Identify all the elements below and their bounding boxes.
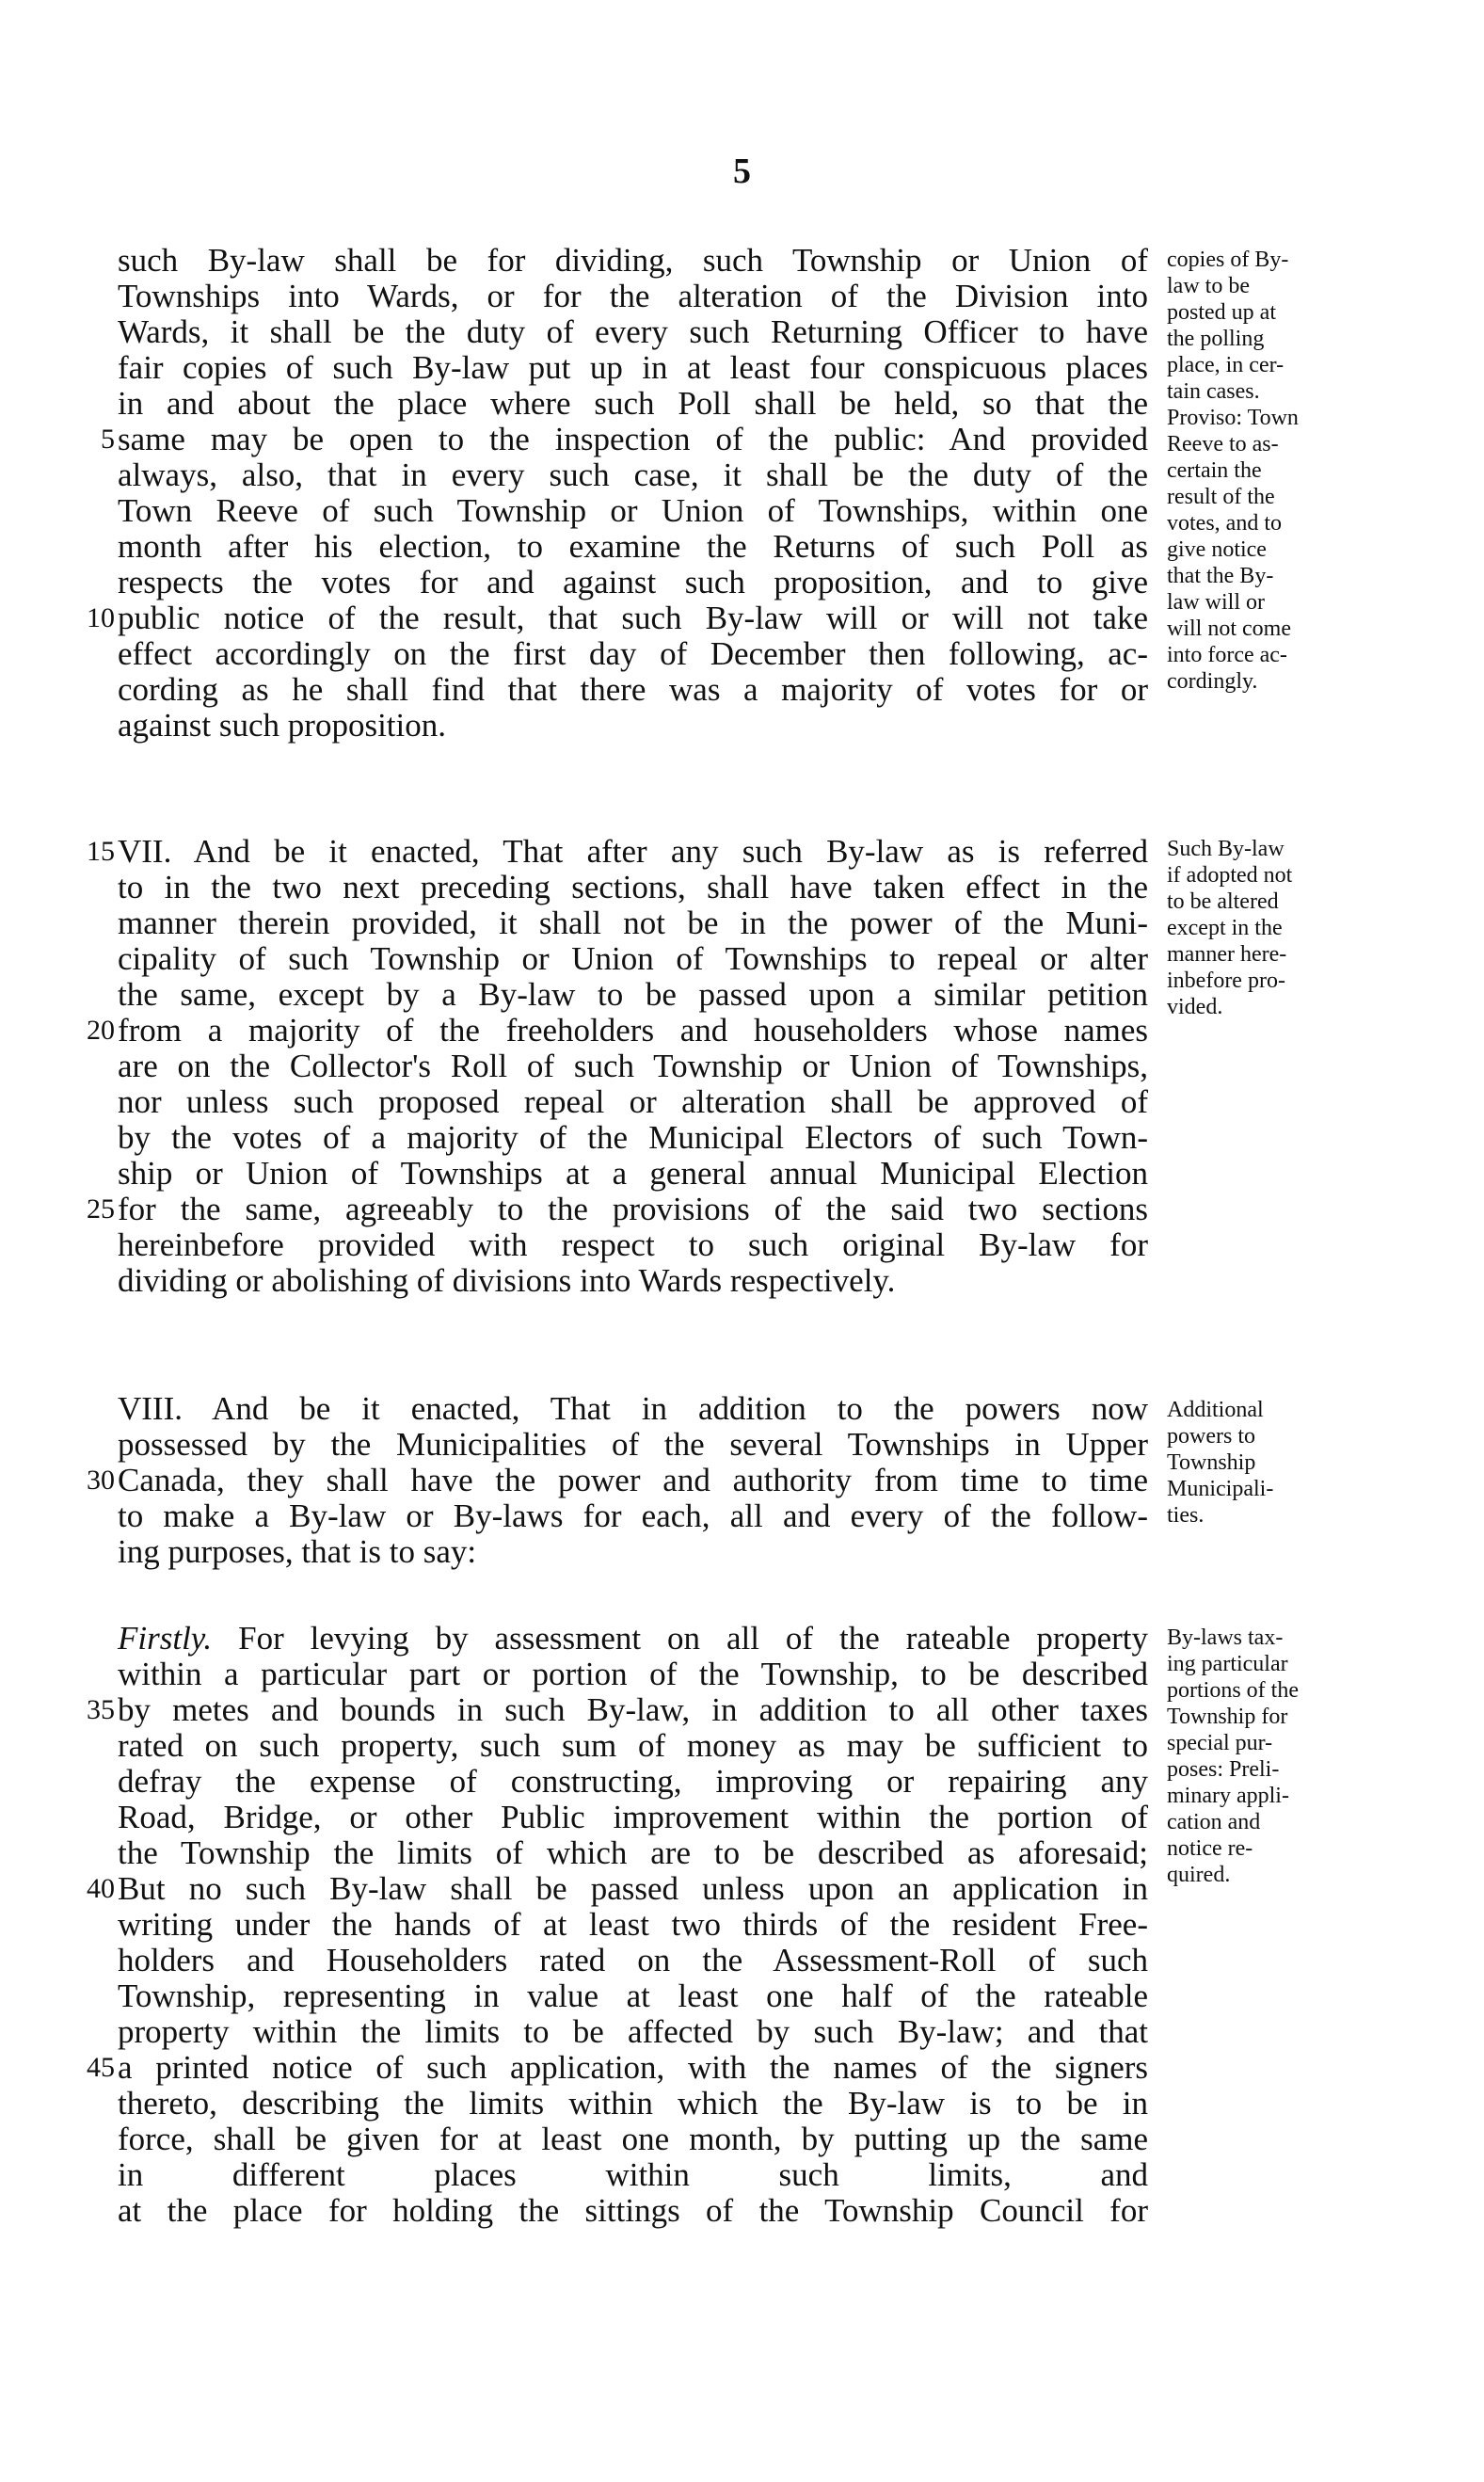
- marginal-note-line: to be altered: [1167, 889, 1279, 914]
- text-line: Township, representing in value at least one half of the rateable: [118, 1978, 1148, 2014]
- line-number: 30: [87, 1465, 115, 1496]
- marginal-note-line: posted up at: [1167, 300, 1276, 325]
- text-line: within a particular part or portion of the Township, to be described: [118, 1656, 1148, 1692]
- marginal-note-line: if adopted not: [1167, 863, 1293, 888]
- marginal-note-line: poses: Preli-: [1167, 1757, 1280, 1782]
- text-line: manner therein provided, it shall not be in the power of the Muni-: [118, 905, 1148, 941]
- text-line: ship or Union of Townships at a general annual Municipal Election: [118, 1155, 1148, 1192]
- marginal-note-line: Municipali-: [1167, 1477, 1274, 1501]
- text-line: fair copies of such By-law put up in at least four conspicuous places: [118, 349, 1148, 386]
- text-line: But no such By-law shall be passed unless upon an application in: [118, 1870, 1148, 1907]
- line-number: 35: [87, 1694, 115, 1725]
- marginal-note-line: portions of the: [1167, 1678, 1299, 1703]
- marginal-note-line: Such By-law: [1167, 837, 1285, 861]
- text-line: are on the Collector's Roll of such Township or Union of Townships,: [118, 1048, 1148, 1084]
- text-line: VIII. And be it enacted, That in addition to the powers now: [118, 1390, 1148, 1427]
- marginal-note-line: give notice: [1167, 537, 1267, 562]
- marginal-note-line: ing particular: [1167, 1652, 1288, 1676]
- text-line: writing under the hands of at least two thirds of the resident Free-: [118, 1906, 1148, 1943]
- text-line: the same, except by a By-law to be passed upon a similar petition: [118, 976, 1148, 1013]
- marginal-note-line: notice re-: [1167, 1836, 1253, 1861]
- clause-heading: Firstly.: [118, 1620, 213, 1657]
- marginal-note-copies-posted: [1167, 247, 1449, 695]
- text-line: Road, Bridge, or other Public improvement within the portion of: [118, 1799, 1148, 1835]
- text-line: dividing or abolishing of divisions into Wards respectively.: [118, 1262, 896, 1299]
- marginal-note-line: tain cases.: [1167, 379, 1260, 404]
- marginal-note-line: Reeve to as-: [1167, 432, 1279, 456]
- text-line: such By-law shall be for dividing, such Township or Union of: [118, 242, 1148, 279]
- marginal-note-line: vided.: [1167, 995, 1223, 1019]
- text-line: thereto, describing the limits within which the By-law is to be in: [118, 2085, 1148, 2122]
- text-line: cipality of such Township or Union of Townships to repeal or alter: [118, 940, 1148, 977]
- text-line: respects the votes for and against such proposition, and to give: [118, 564, 1148, 600]
- text-line: by metes and bounds in such By-law, in addition to all other taxes: [118, 1691, 1148, 1728]
- text-line: same may be open to the inspection of the public: And provided: [118, 421, 1148, 457]
- text-line: in and about the place where such Poll shall be held, so that the: [118, 385, 1148, 422]
- text-line: to make a By-law or By-laws for each, all and every of the follow-: [118, 1497, 1148, 1534]
- line-number: 5: [101, 424, 115, 455]
- text-line: by the votes of a majority of the Municipal Electors of such Town-: [118, 1119, 1148, 1156]
- marginal-note-line: cation and: [1167, 1810, 1261, 1834]
- marginal-note-line: copies of By-: [1167, 248, 1289, 272]
- text-line: from a majority of the freeholders and householders whose names: [118, 1012, 1148, 1049]
- text-line: month after his election, to examine the Returns of such Poll as: [118, 528, 1148, 565]
- clause-first-line: For levying by assessment on all of the rateable property: [238, 1620, 1148, 1657]
- text-line: force, shall be given for at least one month, by putting up the same: [118, 2121, 1148, 2157]
- line-number: 45: [87, 2052, 115, 2083]
- marginal-note-line: except in the: [1167, 916, 1283, 940]
- text-line: Townships into Wards, or for the alteration of the Division into: [118, 278, 1148, 314]
- marginal-note-line: Additional: [1167, 1398, 1264, 1422]
- text-line: cording as he shall find that there was a majority of votes for or: [118, 671, 1148, 708]
- text-line: hereinbefore provided with respect to such original By-law for: [118, 1226, 1148, 1263]
- text-line: Town Reeve of such Township or Union of Townships, within one: [118, 492, 1148, 529]
- text-line: holders and Householders rated on the Assessment-Roll of such: [118, 1942, 1148, 1978]
- text-line: [118, 1621, 1148, 1657]
- line-number: 20: [87, 1015, 115, 1046]
- text-line: in different places within such limits, and: [118, 2156, 1148, 2193]
- text-line: public notice of the result, that such By-law will or will not take: [118, 600, 1148, 636]
- text-line: Canada, they shall have the power and authority from time to time: [118, 1462, 1148, 1498]
- text-line: effect accordingly on the first day of December then following, ac-: [118, 635, 1148, 672]
- text-line: Wards, it shall be the duty of every such Returning Officer to have: [118, 313, 1148, 350]
- marginal-note-line: Proviso: Town: [1167, 406, 1299, 430]
- page-number: 5: [733, 152, 751, 191]
- marginal-note-additional-powers: [1167, 1397, 1449, 1529]
- marginal-note-line: Township for: [1167, 1705, 1288, 1729]
- text-line: defray the expense of constructing, improving or repairing any: [118, 1763, 1148, 1800]
- marginal-note-such-by-law: [1167, 836, 1449, 1020]
- text-line: the Township the limits of which are to be described as aforesaid;: [118, 1834, 1148, 1871]
- marginal-note-line: manner here-: [1167, 942, 1287, 967]
- marginal-note-line: minary appli-: [1167, 1784, 1289, 1808]
- text-line: a printed notice of such application, with the names of the signers: [118, 2049, 1148, 2086]
- marginal-note-line: ties.: [1167, 1503, 1205, 1528]
- text-line: to in the two next preceding sections, shall have taken effect in the: [118, 869, 1148, 905]
- text-line: VII. And be it enacted, That after any such By-law as is referred: [118, 833, 1148, 870]
- text-line: for the same, agreeably to the provisions of the said two sections: [118, 1191, 1148, 1227]
- marginal-note-line: votes, and to: [1167, 511, 1282, 536]
- line-number: 40: [87, 1873, 115, 1904]
- marginal-note-line: quired.: [1167, 1863, 1231, 1887]
- text-line: at the place for holding the sittings of the Township Council for: [118, 2192, 1148, 2229]
- marginal-note-line: into force ac-: [1167, 643, 1287, 667]
- line-number: 25: [87, 1193, 115, 1225]
- text-line: possessed by the Municipalities of the several Townships in Upper: [118, 1426, 1148, 1463]
- text-line: rated on such property, such sum of money as may be sufficient to: [118, 1727, 1148, 1764]
- marginal-note-line: law will or: [1167, 590, 1265, 615]
- marginal-note-line: certain the: [1167, 458, 1262, 483]
- marginal-note-line: cordingly.: [1167, 669, 1258, 694]
- marginal-note-line: powers to: [1167, 1424, 1255, 1449]
- marginal-note-line: the polling: [1167, 327, 1265, 351]
- text-line: against such proposition.: [118, 707, 446, 744]
- text-line: always, also, that in every such case, it shall be the duty of the: [118, 456, 1148, 493]
- line-number: 15: [87, 836, 115, 867]
- marginal-note-line: inbefore pro-: [1167, 969, 1285, 993]
- marginal-note-line: Township: [1167, 1450, 1256, 1475]
- marginal-note-line: will not come: [1167, 616, 1291, 641]
- marginal-note-line: special pur-: [1167, 1731, 1273, 1755]
- marginal-note-line: place, in cer-: [1167, 353, 1285, 377]
- text-line: property within the limits to be affected by such By-law; and that: [118, 2013, 1148, 2050]
- line-number: 10: [87, 602, 115, 633]
- marginal-note-line: law to be: [1167, 274, 1250, 298]
- text-line: nor unless such proposed repeal or alteration shall be approved of: [118, 1083, 1148, 1120]
- marginal-note-line: that the By-: [1167, 564, 1274, 588]
- text-line: ing purposes, that is to say:: [118, 1533, 477, 1570]
- marginal-note-line: result of the: [1167, 485, 1275, 509]
- marginal-note-line: By-laws tax-: [1167, 1625, 1284, 1650]
- marginal-note-by-laws-taxing: [1167, 1625, 1449, 1888]
